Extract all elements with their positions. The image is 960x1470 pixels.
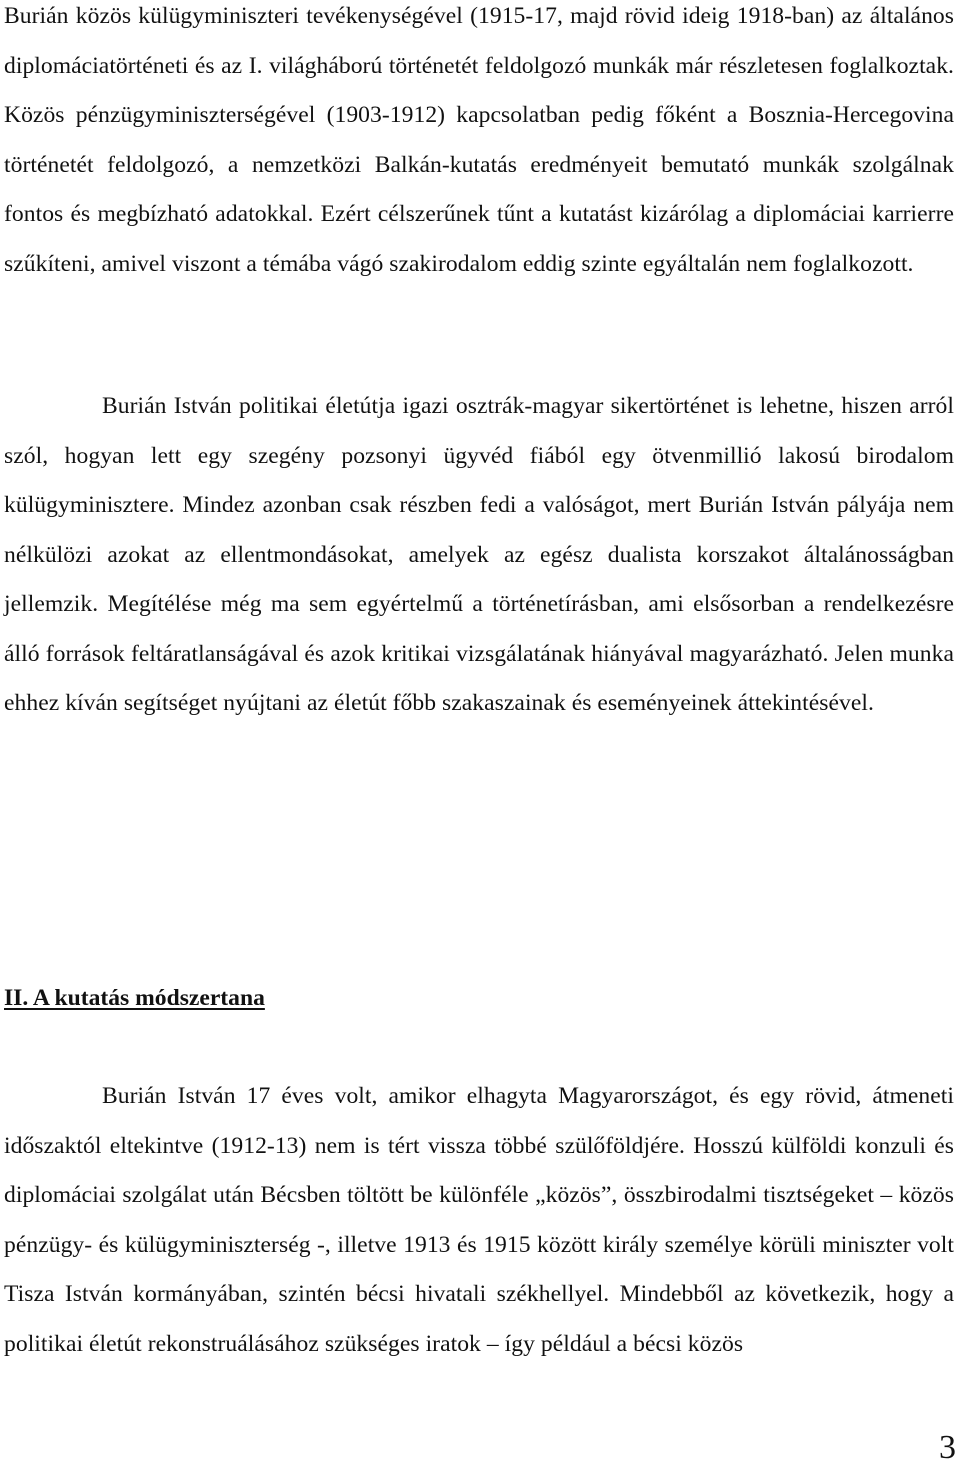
page-number: 3 (939, 1429, 956, 1466)
body-paragraph-1: Burián közös külügyminiszteri tevékenységével (1915-17, majd rövid ideig 1918-ban) az általános diplomáciatörténeti és az I. világháború történetét feldolgozó munkák már részletesen foglalkoztak. Közös pénzügyminiszterségével (1903-1912) kapcsolatban pedig főként a Bosznia-Hercegovina történetét feldolgozó, a nemzetközi Balkán-kutatás eredményeit bemutató munkák szolgálnak fontos és megbízható adatokkal. Ezért célszerűnek tűnt a kutatást kizárólag a diplomáciai karrierre szűkíteni, amivel viszont a témába vágó szakirodalom eddig szinte egyáltalán nem foglalkozott. (4, 3, 954, 277)
body-paragraph-3: Burián István 17 éves volt, amikor elhagyta Magyarországot, és egy rövid, átmeneti időszaktól eltekintve (1912-13) nem is tért vissza többé szülőföldjére. Hosszú külföldi konzuli és diplomáciai szolgálat után Bécsben töltött be különféle „közös”, összbirodalmi tisztségeket – közös pénzügy- és külügyminiszterség -, illetve 1913 és 1915 között király személye körüli miniszter volt Tisza István kormányában, szintén bécsi hivatali székhellyel. Mindebből az következik, hogy a politikai életút rekonstruálásához szükséges iratok – így például a bécsi közös (4, 1083, 954, 1357)
section-heading: II. A kutatás módszertana (4, 985, 265, 1011)
body-paragraph-2: Burián István politikai életútja igazi osztrák-magyar sikertörténet is lehetne, hiszen arról szól, hogyan lett egy szegény pozsonyi ügyvéd fiából egy ötvenmillió lakosú birodalom külügyminisztere. Mindez azonban csak részben fedi a valóságot, mert Burián István pályája nem nélkülözi azokat az ellentmondásokat, amelyek az egész dualista korszakot általánosságban jellemzik. Megítélése még ma sem egyértelmű a történetírásban, ami elsősorban a rendelkezésre álló források feltáratlanságával és azok kritikai vizsgálatának hiányával magyarázható. Jelen munka ehhez kíván segítséget nyújtani az életút főbb szakaszainak és eseményeinek áttekintésével. (4, 393, 954, 716)
